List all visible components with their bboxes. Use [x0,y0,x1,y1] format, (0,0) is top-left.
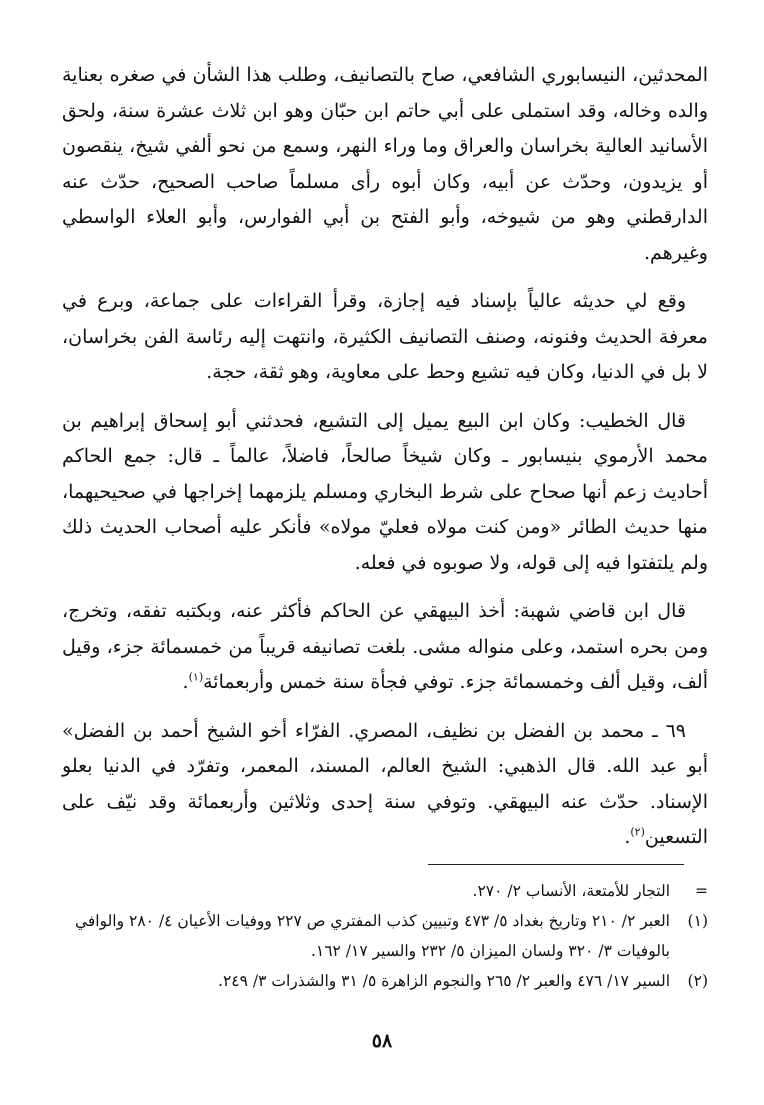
paragraph-4-text: قال ابن قاضي شهبة: أخذ البيهقي عن الحاكم فأكثر عنه، وبكتبه تفقه، وتخرج، ومن بحره استمد، وعلى منواله مشى. بلغت تصانيفه قريباً من خمسمائة جزء، وقيل ألف، وقيل ألف وخمسمائة جزء. توفي فجأة سنة خمس وأربعمائة [62,600,708,693]
footnote-mark: (١) [687,912,708,930]
paragraph-1: المحدثين، النيسابوري الشافعي، صاح بالتصانيف، وطلب هذا الشأن في صغره بعناية والده وخاله، وقد استملى على أبي حاتم ابن حبّان وهو ابن ثلاث عشرة سنة، ولحق الأسانيد العالية بخراسان والعراق وما وراء النهر، وسمع من نحو ألفي شيخ، ينقصون أو يزيدون، وحدّث عن أبيه، وكان أبوه رأى مسلماً صاحب الصحيح، حدّث عنه الدارقطني وهو من شيوخه، وأبو الفتح بن أبي الفوارس، وأبو العلاء الواسطي وغيرهم. [62,64,708,264]
paragraph-4 [62,594,708,701]
main-text [62,58,708,869]
footnote-continuation [62,876,708,906]
paragraph-4-period: . [182,671,189,693]
footnote-text: التجار للأمتعة، الأنساب ٢/ ٢٧٠. [472,882,670,900]
footnote-1 [62,906,708,966]
page-number: ٥٨ [371,1030,393,1052]
footnote-text: السير ١٧/ ٤٧٦ والعبر ٢/ ٢٦٥ والنجوم الزاهرة ٥/ ٣١ والشذرات ٣/ ٢٤٩. [218,972,670,990]
footnote-mark: (٢) [687,972,708,990]
footnotes [62,876,708,996]
footnote-divider [428,864,684,865]
footnote-2 [62,966,708,996]
paragraph-2: وقع لي حديثه عالياً بإسناد فيه إجازة، وقرأ القراءات على جماعة، وبرع في معرفة الحديث وفنونه، وصنف التصانيف الكثيرة، وانتهت إليه رئاسة الفن بخراسان، لا بل في الدنيا، وكان فيه تشيع وحط على معاوية، وهو ثقة، حجة. [62,290,708,383]
footnote-ref-2: (٢) [630,825,645,839]
paragraph-5-text: ٦٩ ـ محمد بن الفضل بن نظيف، المصري. الفرّاء أخو الشيخ أحمد بن الفضل» أبو عبد الله. قال الذهبي: الشيخ العالم، المسند، المعمر، وتفرّد في الدنيا بعلو الإسناد. حدّث عنه البيهقي. وتوفي سنة إحدى وثلاثين وأربعمائة وقد نيّف على التسعين [62,719,708,848]
footnote-ref-1: (١) [188,670,204,684]
paragraph-3: قال الخطيب: وكان ابن البيع يميل إلى التشيع، فحدثني أبو إسحاق إبراهيم بن محمد الأرموي بنيسابور ـ وكان شيخاً صالحاً، فاضلاً، عالماً ـ قال: جمع الحاكم أحاديث زعم أنها صحاح على شرط البخاري ومسلم يلزمهما إخراجها في صحيحيهما، منها حديث الطائر «ومن كنت مولاه فعليّ مولاه» فأنكر عليه أصحاب الحديث ذلك ولم يلتفتوا فيه إلى قوله، ولا صوبوه في فعله. [62,409,708,574]
footnote-text: العبر ٢/ ٢١٠ وتاريخ بغداد ٥/ ٤٧٣ وتبيين كذب المفتري ص ٢٢٧ ووفيات الأعيان ٤/ ٢٨٠ والوافي بالوفيات ٣/ ٣٢٠ ولسان الميزان ٥/ ٢٣٢ والسير ١٧/ ١٦٢. [74,912,670,960]
paragraph-5-period: . [624,826,631,848]
paragraph-5 [62,714,708,856]
footnote-mark: = [695,882,708,900]
